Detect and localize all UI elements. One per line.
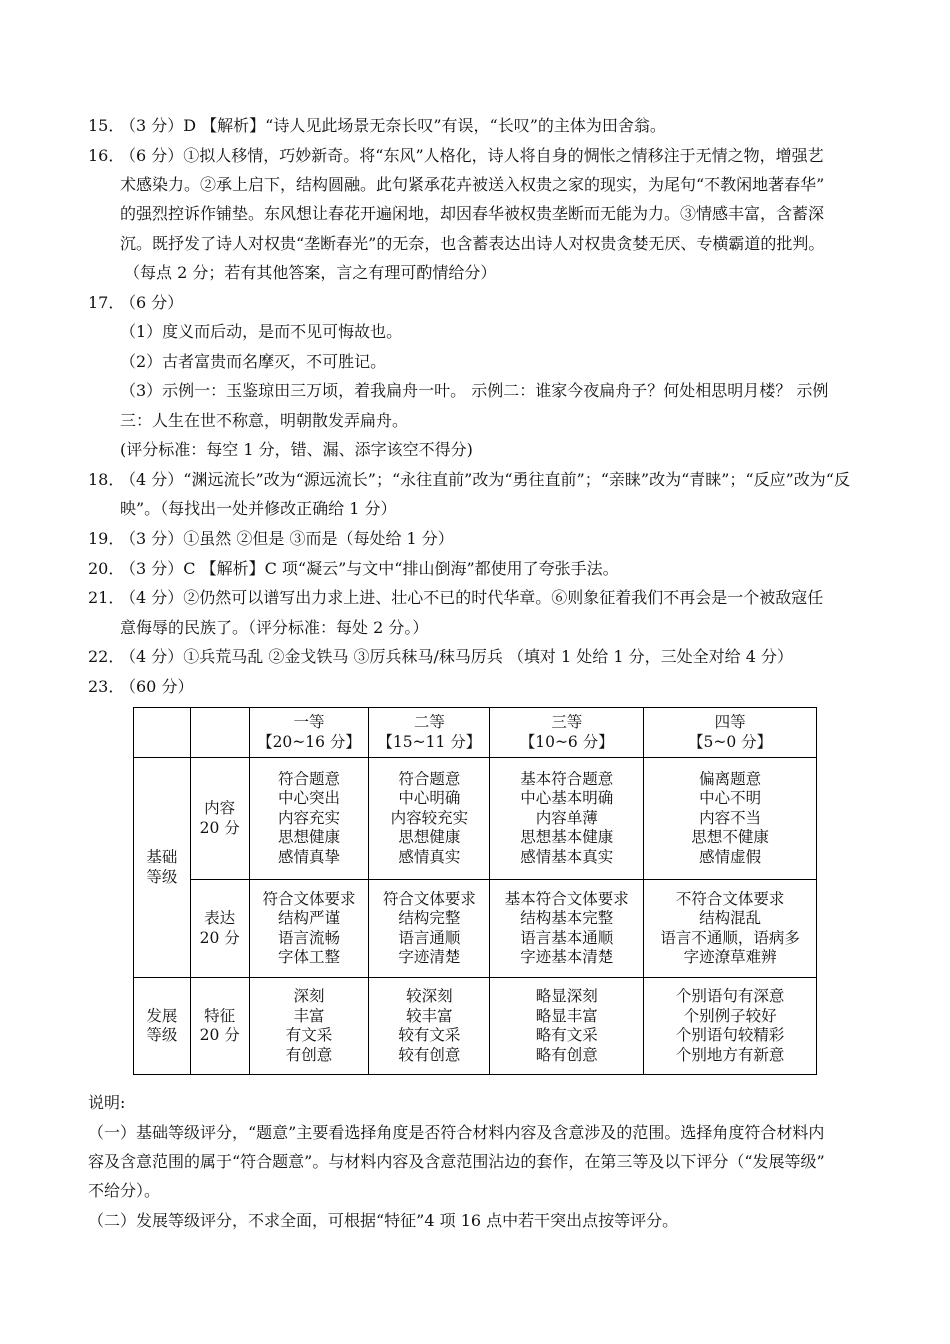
label-line: 特征 — [204, 1006, 236, 1025]
criterion-text: 较丰富 — [406, 1006, 453, 1025]
row-label-expression — [190, 880, 249, 978]
criterion-text: 内容较充实 — [390, 808, 469, 827]
group-basic-level — [134, 758, 191, 978]
q23-line-1: （60 分） — [120, 677, 194, 696]
cell-content-grade-4 — [644, 758, 817, 880]
label-line: 20 分 — [199, 928, 240, 947]
q15-line-1: （3 分）D 【解析】“诗人见此场景无奈长叹”有误，“长叹”的主体为田舍翁。 — [120, 116, 666, 135]
row-label-content — [190, 758, 249, 880]
criterion-text: 中心基本明确 — [520, 789, 614, 808]
q20-number: 20． — [88, 559, 125, 578]
label-line: 发展 — [146, 1006, 178, 1025]
q22-line-1: （4 分）①兵荒马乱 ②金戈铁马 ③厉兵秣马/秣马厉兵 （填对 1 处给 1 分，三处全对给 4 分） — [120, 647, 793, 666]
criterion-text: 有文采 — [285, 1026, 333, 1044]
table-header-row — [134, 708, 817, 758]
criterion-text: 中心明确 — [398, 789, 461, 808]
criterion-text: 符合文体要求 — [262, 889, 356, 908]
grade-name: 四等 — [714, 713, 746, 731]
q17-line-6: (评分标准：每空 1 分，错、漏、添字该空不得分) — [120, 440, 473, 459]
criterion-text: 个别语句较精彩 — [675, 1026, 785, 1044]
q21-line-2: 意侮辱的民族了。（评分标准：每处 2 分。） — [120, 618, 429, 637]
criterion-text: 深刻 — [293, 987, 325, 1005]
q17-line-1: （6 分） — [120, 293, 184, 312]
q17-line-4: （3）示例一：玉鉴琼田三万顷，着我扁舟一叶。 示例二：谁家今夜扁舟子？何处相思明月楼？ 示例 — [120, 381, 829, 400]
q17-line-2: （1）度义而后动，是而不见可悔故也。 — [120, 322, 403, 341]
q18-line-1: （4 分）“渊远流长”改为“源远流长”；“永往直前”改为“勇往直前”；“亲睐”改为“青睐”；“反应”改为“反 — [120, 470, 850, 489]
grading-table — [133, 707, 817, 1075]
criterion-text: 中心不明 — [699, 789, 762, 808]
criterion-text: 字迹基本清楚 — [520, 948, 614, 966]
criterion-text: 中心突出 — [278, 789, 341, 808]
q16-number: 16． — [88, 146, 125, 165]
header-grade-4 — [644, 708, 817, 758]
criterion-text: 字体工整 — [278, 948, 341, 966]
cell-feature-grade-4 — [644, 978, 817, 1075]
notes-line-3: 不给分）。 — [88, 1181, 161, 1200]
notes-line-2: 容及含意范围的属于“符合题意”。与材料内容及含意范围沾边的套作，在第三等及以下评分（“发展等级” — [88, 1152, 825, 1171]
q16-line-2: 术感染力。②承上启下，结构圆融。此句紧承花卉被送入权贵之家的现实，为尾句“不教闲地著春华” — [120, 175, 825, 194]
q19-line-1: （3 分）①虽然 ②但是 ③而是（每处给 1 分） — [120, 529, 454, 548]
grade-range: 【10~6 分】 — [519, 732, 614, 751]
grade-name: 一等 — [293, 713, 325, 731]
criterion-text: 结构严谨 — [278, 909, 341, 927]
criterion-text: 结构混乱 — [699, 909, 762, 927]
header-blank-2 — [190, 708, 249, 758]
criterion-text: 思想健康 — [278, 828, 341, 847]
q16-line-5: （每点 2 分；若有其他答案，言之有理可酌情给分） — [124, 263, 497, 282]
criterion-text: 略显深刻 — [535, 987, 598, 1005]
cell-feature-grade-2 — [369, 978, 490, 1075]
criterion-text: 字迹清楚 — [398, 948, 461, 966]
label-line: 20 分 — [199, 1026, 240, 1044]
cell-feature-grade-3 — [490, 978, 644, 1075]
group-development-level — [134, 978, 191, 1075]
q17-number: 17． — [88, 293, 125, 312]
cell-content-grade-1 — [249, 758, 369, 880]
cell-content-grade-3 — [490, 758, 644, 880]
header-blank-1 — [134, 708, 191, 758]
grade-name: 二等 — [413, 713, 445, 731]
criterion-text: 较有文采 — [398, 1026, 461, 1044]
criterion-text: 内容不当 — [699, 808, 762, 827]
header-grade-3 — [490, 708, 644, 758]
label-line: 20 分 — [199, 818, 240, 837]
criterion-text: 偏离题意 — [699, 769, 762, 788]
criterion-text: 思想不健康 — [691, 828, 769, 847]
notes-title: 说明: — [88, 1093, 126, 1112]
grade-range: 【15~11 分】 — [377, 732, 482, 751]
criterion-text: 感情基本真实 — [520, 847, 614, 866]
table-row-expression — [134, 880, 817, 978]
label-line: 内容 — [204, 799, 236, 817]
cell-expression-grade-3 — [490, 880, 644, 978]
criterion-text: 结构完整 — [398, 909, 461, 927]
q22-number: 22． — [88, 647, 125, 666]
criterion-text: 感情真实 — [398, 847, 461, 866]
criterion-text: 符合题意 — [278, 769, 341, 788]
cell-expression-grade-4 — [644, 880, 817, 978]
header-grade-2 — [369, 708, 490, 758]
criterion-text: 略有文采 — [535, 1026, 598, 1044]
label-line: 等级 — [146, 867, 178, 886]
criterion-text: 丰富 — [293, 1006, 325, 1025]
criterion-text: 基本符合文体要求 — [504, 889, 629, 908]
cell-content-grade-2 — [369, 758, 490, 880]
criterion-text: 符合文体要求 — [382, 889, 476, 908]
criterion-text: 略显丰富 — [535, 1006, 598, 1025]
criterion-text: 个别例子较好 — [683, 1006, 777, 1025]
criterion-text: 有创意 — [285, 1045, 333, 1064]
notes-line-4: （二）发展等级评分，不求全面，可根据“特征”4 项 16 点中若干突出点按等评分。 — [88, 1211, 679, 1230]
criterion-text: 语言不通顺，语病多 — [660, 928, 800, 947]
notes-line-1: （一）基础等级评分，“题意”主要看选择角度是否符合材料内容及含意涉及的范围。选择角度符合材料内 — [88, 1123, 825, 1142]
grade-range: 【20~16 分】 — [257, 732, 361, 751]
q17-line-3: （2）古者富贵而名摩灭，不可胜记。 — [120, 352, 387, 371]
criterion-text: 基本符合题意 — [520, 769, 614, 788]
q21-line-1: （4 分）②仍然可以谱写出力求上进、壮心不已的时代华章。⑥则象征着我们不再会是一个被敌寇任 — [120, 588, 824, 607]
criterion-text: 感情虚假 — [699, 847, 762, 866]
cell-feature-grade-1 — [249, 978, 369, 1075]
grade-name: 三等 — [551, 713, 583, 731]
q18-number: 18． — [88, 470, 125, 489]
q18-line-2: 映”。（每找出一处并修改正确给 1 分） — [120, 499, 397, 518]
criterion-text: 较有创意 — [398, 1045, 461, 1064]
q23-number: 23． — [88, 677, 125, 696]
label-line: 等级 — [146, 1026, 178, 1044]
q15-number: 15． — [88, 116, 125, 135]
label-line: 基础 — [146, 848, 178, 866]
q21-number: 21． — [88, 588, 125, 607]
criterion-text: 不符合文体要求 — [675, 889, 785, 908]
cell-expression-grade-1 — [249, 880, 369, 978]
criterion-text: 个别地方有新意 — [675, 1045, 785, 1064]
criterion-text: 结构基本完整 — [520, 909, 614, 927]
criterion-text: 语言基本通顺 — [520, 928, 614, 947]
row-label-feature — [190, 978, 249, 1075]
criterion-text: 个别语句有深意 — [675, 987, 785, 1005]
q17-line-5: 三：人生在世不称意，明朝散发弄扁舟。 — [120, 411, 409, 430]
table-row-feature — [134, 978, 817, 1075]
criterion-text: 语言通顺 — [398, 928, 461, 947]
criterion-text: 字迹潦草难辨 — [683, 948, 777, 966]
criterion-text: 语言流畅 — [278, 928, 341, 947]
label-line: 表达 — [204, 909, 236, 927]
criterion-text: 略有创意 — [535, 1045, 598, 1064]
q20-line-1: （3 分）C 【解析】C 项“凝云”与文中“排山倒海”都使用了夸张手法。 — [120, 559, 619, 578]
criterion-text: 思想基本健康 — [520, 828, 614, 847]
grade-range: 【5~0 分】 — [688, 732, 773, 751]
q16-line-1: （6 分）①拟人移情，巧妙新奇。将“东风”人格化，诗人将自身的惆怅之情移注于无情之物，增强艺 — [120, 146, 824, 165]
criterion-text: 感情真挚 — [278, 847, 341, 866]
criterion-text: 较深刻 — [406, 987, 453, 1005]
header-grade-1 — [249, 708, 369, 758]
criterion-text: 内容单薄 — [535, 808, 598, 827]
q16-line-3: 的强烈控诉作铺垫。东风想让春花开遍闲地，却因春华被权贵垄断而无能为力。③情感丰富，含蓄深 — [120, 204, 825, 223]
table-row-content — [134, 758, 817, 880]
cell-expression-grade-2 — [369, 880, 490, 978]
criterion-text: 内容充实 — [278, 808, 341, 827]
q16-line-4: 沉。既抒发了诗人对权贵“垄断春光”的无奈，也含蓄表达出诗人对权贵贪婪无厌、专横霸道的批判。 — [120, 234, 825, 253]
q19-number: 19． — [88, 529, 125, 548]
criterion-text: 思想健康 — [398, 828, 461, 847]
criterion-text: 符合题意 — [398, 769, 461, 788]
